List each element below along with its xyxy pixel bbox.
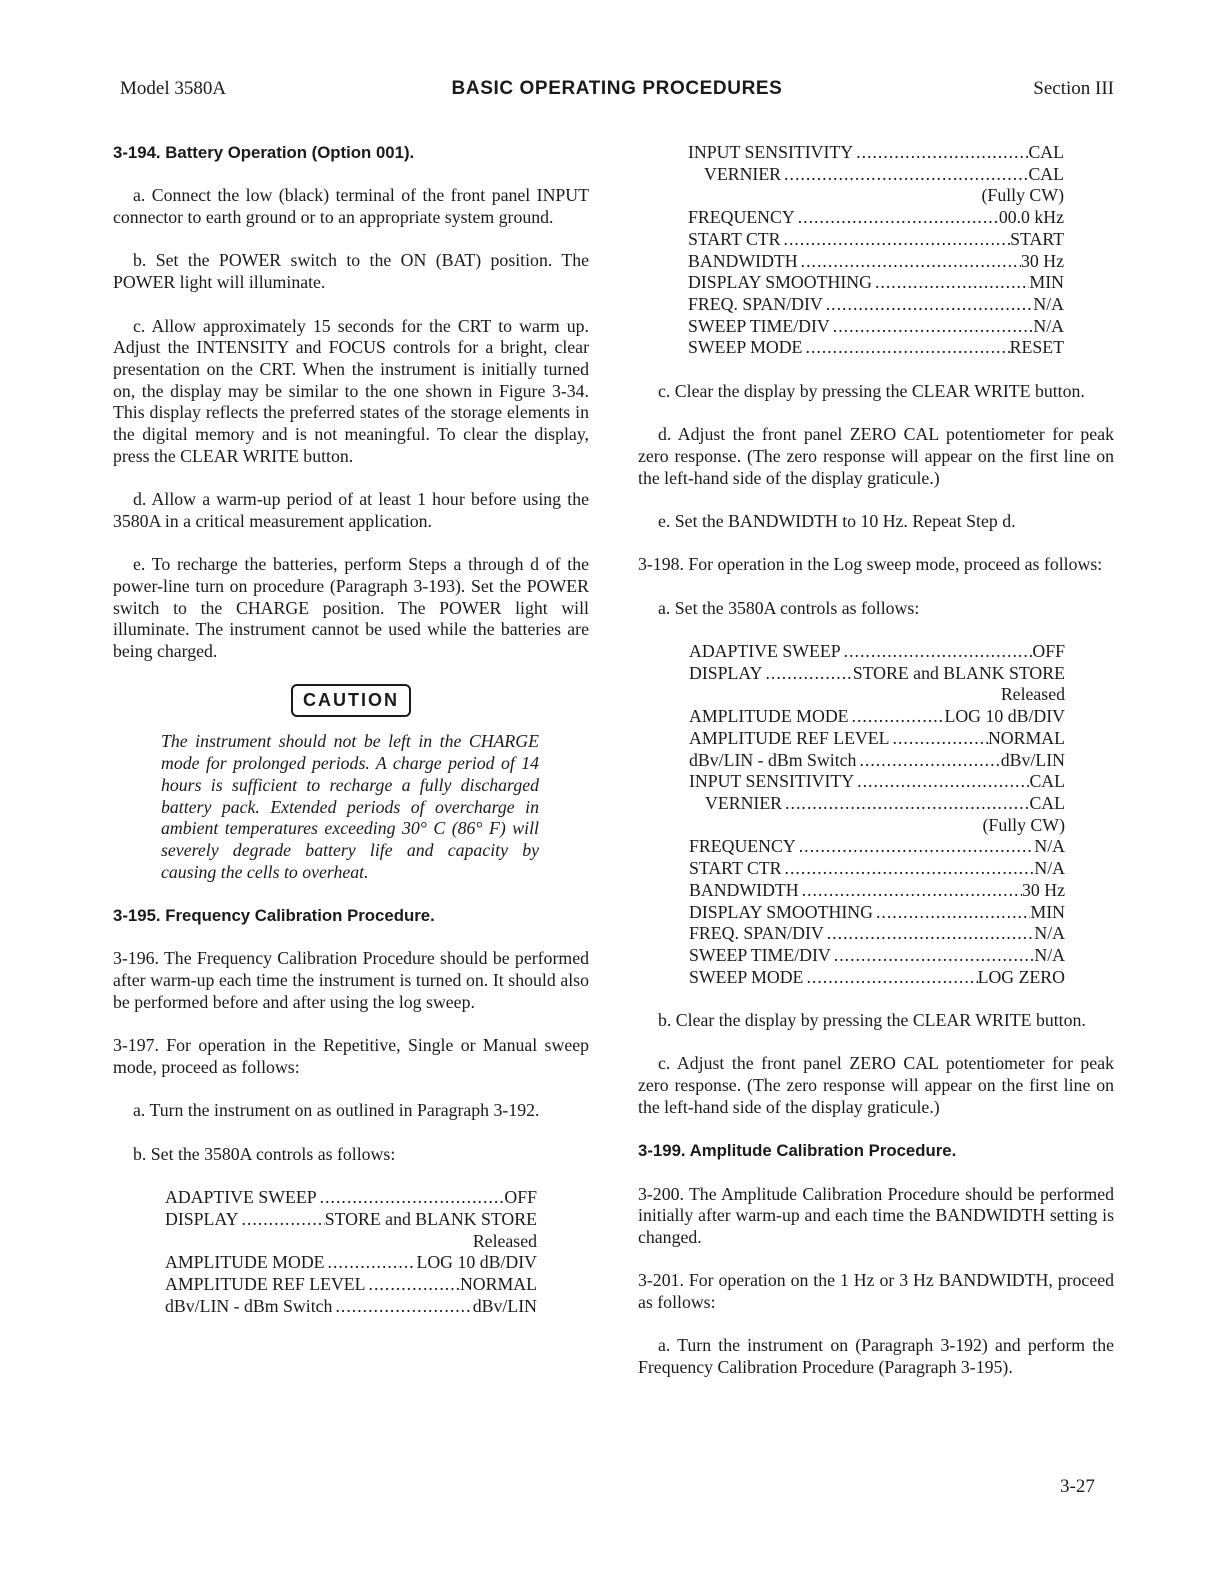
para-3-197-d: d. Adjust the front panel ZERO CAL potentiometer for peak zero response. (The zero response will appear on the first line on the left-hand side of the display graticule.) (638, 424, 1114, 488)
para-3-197: 3-197. For operation in the Repetitive, Single or Manual sweep mode, proceed as follows: (113, 1035, 589, 1077)
para-3-194-a: a. Connect the low (black) terminal of the front panel INPUT connector to earth ground or to an appropriate system ground. (113, 185, 589, 228)
caution-text: The instrument should not be left in the CHARGE mode for prolonged periods. A charge period of 14 hours is sufficient to recharge a fully discharged battery pack. Extended periods of overcharge in ambient temperatures exceeding 30° C (86° F) will severely degrade battery life and capacity by causing the cells to overheat. (161, 731, 539, 882)
setting-row: ADAPTIVE SWEEP ..... OFF (689, 641, 1065, 663)
setting-continuation: (Fully CW) (982, 814, 1065, 835)
setting-row: AMPLITUDE REF LEVEL ..... NORMAL (165, 1274, 537, 1296)
setting-row: SWEEP MODE ..... LOG ZERO (689, 967, 1065, 989)
setting-row: AMPLITUDE MODE ..... LOG 10 dB/DIV (689, 706, 1065, 728)
para-3-194-b: b. Set the POWER switch to the ON (BAT) position. The POWER light will illuminate. (113, 250, 589, 293)
setting-row: BANDWIDTH ..... 30 Hz (689, 880, 1065, 902)
settings-list-right-1 (688, 142, 1064, 359)
heading-3-194: 3-194. Battery Operation (Option 001). (113, 143, 415, 162)
setting-row: AMPLITUDE MODE ..... LOG 10 dB/DIV (165, 1252, 537, 1274)
setting-row: SWEEP TIME/DIV ..... N/A (688, 316, 1064, 338)
settings-list-left (165, 1187, 537, 1317)
para-3-200: 3-200. The Amplitude Calibration Procedure should be performed initially after warm-up and each time the BANDWIDTH setting is changed. (638, 1183, 1114, 1247)
heading-3-199: 3-199. Amplitude Calibration Procedure. (638, 1141, 957, 1161)
para-3-194-c: c. Allow approximately 15 seconds for the CRT to warm up. Adjust the INTENSITY and FOCUS controls for a bright, clear presentation on the CRT. When the instrument is initially turned on, the display may be similar to the one shown in Figure 3-34. This display reflects the preferred states of the storage elements in the digital memory and is not meaningful. To clear the display, press the CLEAR WRITE button. (113, 315, 589, 466)
setting-row: BANDWIDTH ..... 30 Hz (688, 251, 1064, 273)
setting-row: SWEEP TIME/DIV ..... N/A (689, 945, 1065, 967)
para-3-196: 3-196. The Frequency Calibration Procedure should be performed after warm-up each time the instrument is turned on. It should also be performed before and after using the log sweep. (113, 948, 589, 1012)
caution-box (113, 684, 589, 717)
para-3-198-b: b. Clear the display by pressing the CLEAR WRITE button. (658, 1010, 1086, 1031)
setting-row: VERNIER ..... CAL (689, 793, 1065, 815)
para-3-194-d: d. Allow a warm-up period of at least 1 hour before using the 3580A in a critical measurement application. (113, 489, 589, 531)
setting-row: INPUT SENSITIVITY ..... CAL (688, 142, 1064, 164)
setting-continuation: Released (1000, 684, 1065, 705)
para-3-197-e: e. Set the BANDWIDTH to 10 Hz. Repeat Step d. (658, 510, 1016, 531)
settings-list-right-2 (689, 641, 1065, 988)
setting-row: dBv/LIN - dBm Switch ..... dBv/LIN (165, 1296, 537, 1318)
left-column (113, 142, 589, 1339)
para-3-201-a: a. Turn the instrument on (Paragraph 3-192) and perform the Frequency Calibration Procedure (Paragraph 3-195). (638, 1335, 1114, 1378)
setting-continuation: (Fully CW) (981, 185, 1064, 206)
setting-row: FREQ. SPAN/DIV ..... N/A (689, 923, 1065, 945)
page-header (120, 78, 1114, 108)
setting-row: DISPLAY SMOOTHING ..... MIN (689, 902, 1065, 924)
setting-row: SWEEP MODE ..... RESET (688, 337, 1064, 359)
setting-row: START CTR ..... START (688, 229, 1064, 251)
heading-3-195: 3-195. Frequency Calibration Procedure. (113, 906, 435, 926)
para-3-198: 3-198. For operation in the Log sweep mode, proceed as follows: (638, 554, 1103, 575)
setting-row: FREQUENCY ..... 00.0 kHz (688, 207, 1064, 229)
setting-row: INPUT SENSITIVITY ..... CAL (689, 771, 1065, 793)
setting-row: DISPLAY SMOOTHING ..... MIN (688, 272, 1064, 294)
setting-continuation: Released (472, 1230, 537, 1251)
setting-row: DISPLAY ..... STORE and BLANK STORE (165, 1209, 537, 1231)
setting-row: FREQ. SPAN/DIV ..... N/A (688, 294, 1064, 316)
page-number: 3-27 (1060, 1476, 1095, 1497)
setting-row: dBv/LIN - dBm Switch ..... dBv/LIN (689, 750, 1065, 772)
setting-row: START CTR ..... N/A (689, 858, 1065, 880)
para-3-197-b: b. Set the 3580A controls as follows: (133, 1143, 396, 1164)
caution-label: CAUTION (291, 684, 411, 717)
setting-row: DISPLAY ..... STORE and BLANK STORE (689, 663, 1065, 685)
setting-row: FREQUENCY ..... N/A (689, 836, 1065, 858)
setting-row: ADAPTIVE SWEEP ..... OFF (165, 1187, 537, 1209)
model-label: Model 3580A (120, 78, 227, 99)
right-column (638, 142, 1114, 1401)
setting-row: AMPLITUDE REF LEVEL ..... NORMAL (689, 728, 1065, 750)
para-3-197-c: c. Clear the display by pressing the CLEAR WRITE button. (658, 380, 1085, 401)
section-label: Section III (1033, 78, 1114, 99)
page-title: BASIC OPERATING PROCEDURES (451, 78, 783, 99)
para-3-194-e: e. To recharge the batteries, perform Steps a through d of the power-line turn on procedure (Paragraph 3-193). Set the POWER switch to the CHARGE position. The POWER light will illuminate. The instrument cannot be used while the batteries are being charged. (113, 554, 589, 662)
para-3-201: 3-201. For operation on the 1 Hz or 3 Hz BANDWIDTH, proceed as follows: (638, 1270, 1114, 1313)
para-3-198-a: a. Set the 3580A controls as follows: (658, 597, 920, 618)
para-3-198-c: c. Adjust the front panel ZERO CAL potentiometer for peak zero response. (The zero response will appear on the first line on the left-hand side of the display graticule.) (638, 1053, 1114, 1117)
setting-row: VERNIER ..... CAL (688, 164, 1064, 186)
para-3-197-a: a. Turn the instrument on as outlined in Paragraph 3-192. (133, 1100, 540, 1121)
